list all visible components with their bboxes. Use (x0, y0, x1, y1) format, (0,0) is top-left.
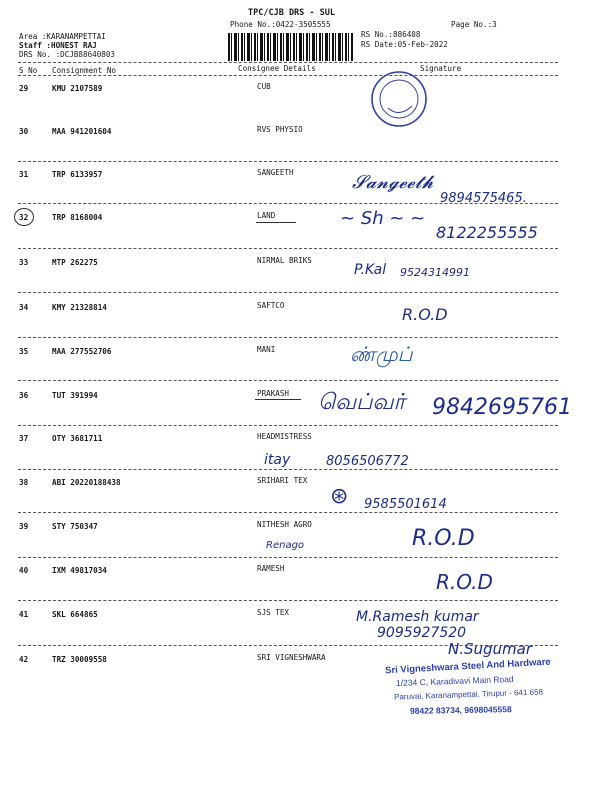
row-consignee: RAMESH (257, 564, 285, 573)
row-consignment: OTY 3681711 (52, 434, 103, 443)
round-stamp-icon (368, 68, 430, 130)
header-divider-bottom (18, 75, 558, 76)
row-sno: 30 (19, 127, 29, 136)
row-consignment: MAA 941201604 (52, 127, 112, 136)
signature-scribble-33: P.Kal (354, 262, 387, 278)
document-title: TPC/CJB DRS - SUL (248, 8, 335, 18)
row-consignee: LAND (257, 211, 276, 220)
row-sno: 35 (19, 347, 29, 356)
row-sno: 41 (19, 610, 29, 619)
page-number: Page No.:3 (451, 20, 497, 29)
underline-mark (256, 222, 296, 223)
row-consignment: TUT 391994 (52, 391, 98, 400)
row-divider (18, 292, 558, 293)
row-sno: 42 (19, 655, 29, 664)
row-consignment: SKL 664865 (52, 610, 98, 619)
signature-scribble-36: வெப்வர் (318, 390, 406, 415)
row-sno: 32 (19, 213, 29, 222)
row-sno: 29 (19, 84, 29, 93)
stamp-address-line1: 1/234 C, Karadivavi Main Road (395, 673, 514, 689)
underline-mark (255, 399, 301, 400)
handwritten-phone: 8122255555 (436, 223, 538, 242)
row-consignment: STY 750347 (52, 522, 98, 531)
row-consignee: RVS PHYSIO (257, 125, 303, 134)
barcode (228, 33, 353, 61)
stamp-address-line2: Paruvai, Karanampettai, Tirupur - 641 658 (393, 687, 544, 702)
handwritten-rod: R.O.D (436, 570, 493, 594)
area-label: Area :KARANAMPETTAI (19, 32, 106, 41)
handwritten-phone: 8056506772 (326, 454, 409, 469)
signature-scribble-35: ண்முப் (350, 342, 413, 366)
col-consignee: Consignee Details (238, 64, 316, 73)
row-consignee: PRAKASH (257, 389, 290, 398)
row-consignee: HEADMISTRESS (257, 432, 312, 441)
row-sno: 40 (19, 566, 29, 575)
row-32-circle-mark (14, 208, 34, 226)
row-consignee: NITHESH AGRO (257, 520, 312, 529)
col-consignment: Consignment No (52, 66, 117, 75)
rs-number: RS No.:886408 (361, 30, 421, 39)
row-consignment: TRP 8168004 (52, 213, 103, 222)
row-divider (18, 380, 558, 381)
row-divider (18, 161, 558, 162)
signature-scribble-39: Renago (266, 540, 305, 551)
row-sno: 34 (19, 303, 29, 312)
signature-scribble-38: ⊛ (330, 484, 349, 509)
staff-label: Staff :HONEST RAJ (19, 41, 97, 50)
row-divider (18, 512, 558, 513)
handwritten-phone: 9585501614 (364, 497, 447, 512)
col-sno: S No (19, 66, 38, 75)
handwritten-name: N.Sugumar (448, 640, 533, 658)
row-consignee: CUB (257, 82, 271, 91)
row-consignee: SJS TEX (257, 608, 290, 617)
row-sno: 36 (19, 391, 29, 400)
row-divider (18, 600, 558, 601)
row-sno: 38 (19, 478, 29, 487)
row-consignment: ABI 20220188438 (52, 478, 121, 487)
row-sno: 37 (19, 434, 29, 443)
stamp-phones: 98422 83734, 9698045558 (409, 704, 512, 716)
row-consignee: MANI (257, 345, 276, 354)
row-consignee: SRIHARI TEX (257, 476, 308, 485)
signature-scribble-31: 𝓢𝓪𝓷𝓰𝓮𝓮𝓽𝓱 (352, 172, 434, 193)
row-consignment: MTP 262275 (52, 258, 98, 267)
rs-date: RS Date:05-Feb-2022 (361, 40, 448, 49)
row-consignment: KMY 21328814 (52, 303, 107, 312)
handwritten-name: M.Ramesh kumar (356, 609, 479, 625)
row-divider (18, 337, 558, 338)
row-consignee: SAFTCO (257, 301, 285, 310)
handwritten-phone: 9894575465. (440, 191, 527, 206)
header-divider-top (18, 62, 558, 63)
row-divider (18, 557, 558, 558)
row-consignee: SANGEETH (257, 168, 294, 177)
row-divider (18, 248, 558, 249)
handwritten-phone: 9842695761 (432, 395, 572, 420)
row-consignment: KMU 2107589 (52, 84, 103, 93)
drs-number: DRS No. :DCJB88640803 (19, 50, 116, 59)
row-sno: 31 (19, 170, 29, 179)
row-divider (18, 425, 558, 426)
signature-scribble-32: ~ Sh ~ ~ (340, 208, 426, 229)
handwritten-rod: R.O.D (402, 305, 448, 324)
col-signature: Signature (420, 64, 462, 73)
stamp-shop-name: Sri Vigneshwara Steel And Hardware (384, 656, 551, 677)
handwritten-phone: 9095927520 (377, 625, 467, 641)
row-consignee: SRI VIGNESHWARA (257, 653, 326, 662)
handwritten-phone: 9524314991 (400, 266, 470, 279)
row-consignee: NIRMAL BRIKS (257, 256, 312, 265)
row-divider (18, 469, 558, 470)
phone-number: Phone No.:0422-3505555 (230, 20, 331, 29)
handwritten-rod: R.O.D (412, 526, 475, 551)
row-consignment: TRP 6133957 (52, 170, 103, 179)
row-sno: 39 (19, 522, 29, 531)
row-sno: 33 (19, 258, 29, 267)
signature-scribble-37: itay (264, 452, 291, 468)
row-consignment: IXM 49817034 (52, 566, 107, 575)
row-consignment: TRZ 30009558 (52, 655, 107, 664)
row-consignment: MAA 277552706 (52, 347, 112, 356)
